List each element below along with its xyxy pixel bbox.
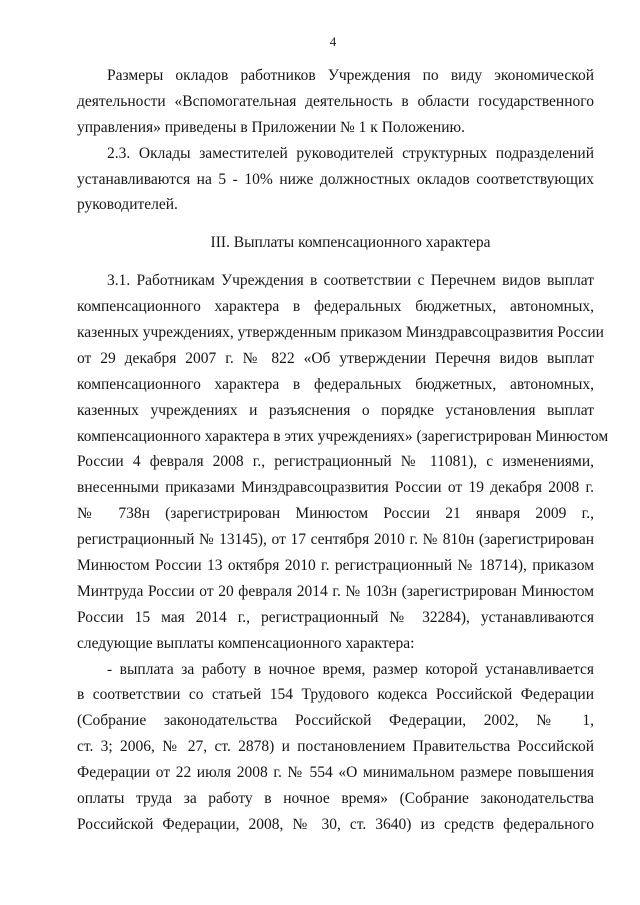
text-line: руководителей. xyxy=(77,196,178,214)
text-line: Федерации от 22 июля 2008 г. № 554 «О минимальном размере повышения xyxy=(77,764,594,782)
night-work-item xyxy=(77,657,594,838)
document-body xyxy=(77,63,609,838)
text-line: России 4 февраля 2008 г., регистрационный № 11081), с изменениями, xyxy=(77,453,594,471)
text-line: компенсационного характера в федеральных бюджетных, автономных, xyxy=(77,375,594,393)
text-line: казенных учреждениях и разъяснения о порядке установления выплат xyxy=(77,401,594,419)
text-line: компенсационного характера в федеральных бюджетных, автономных, xyxy=(77,298,594,316)
text-line: управления» приведены в Приложении № 1 к Положению. xyxy=(77,118,465,136)
text-line: № 738н (зарегистрирован Минюстом России 21 января 2009 г., xyxy=(77,505,594,523)
text-line: (Собрание законодательства Российской Федерации, 2002, № 1, xyxy=(77,712,594,730)
text-line: 3.1. Работникам Учреждения в соответствии с Перечнем видов выплат xyxy=(107,272,594,290)
text-line: России 15 мая 2014 г., регистрационный № 32284), устанавливаются xyxy=(77,608,594,626)
text-line: в соответствии со статьей 154 Трудового кодекса Российской Федерации xyxy=(77,686,594,704)
text-line: Российской Федерации, 2008, № 30, ст. 3640) из средств федерального xyxy=(77,815,594,833)
spacer xyxy=(77,218,594,230)
text-line: ст. 3; 2006, № 27, ст. 2878) и постановлением Правительства Российской xyxy=(77,738,594,756)
text-line: внесенными приказами Минздравсоцразвития России от 19 декабря 2008 г. xyxy=(77,479,594,497)
clause-3-1 xyxy=(77,268,609,656)
salaries-paragraph xyxy=(77,63,594,141)
text-line: от 29 декабря 2007 г. № 822 «Об утверждении Перечня видов выплат xyxy=(77,349,594,367)
text-line: устанавливаются на 5 - 10% ниже должностных окладов соответствующих xyxy=(77,170,594,188)
spacer xyxy=(77,256,594,268)
text-line: оплаты труда за работу в ночное время» (Собрание законодательства xyxy=(77,790,594,808)
clause-2-3 xyxy=(77,141,594,219)
text-line: регистрационный № 13145), от 17 сентября 2010 г. № 810н (зарегистрирован xyxy=(77,531,594,549)
text-line: - выплата за работу в ночное время, размер которой устанавливается xyxy=(107,660,594,678)
page-number: 4 xyxy=(329,34,337,49)
text-line: Размеры окладов работников Учреждения по виду экономической xyxy=(107,67,594,84)
section-heading: III. Выплаты компенсационного характера xyxy=(210,234,491,252)
text-line: компенсационного характера в этих учреждениях» (зарегистрирован Минюстом xyxy=(77,427,609,445)
text-line: деятельности «Вспомогательная деятельность в области государственного xyxy=(77,92,594,110)
text-line: 2.3. Оклады заместителей руководителей структурных подразделений xyxy=(107,144,594,162)
text-line: следующие выплаты компенсационного характера: xyxy=(77,634,415,652)
text-line: Минтруда России от 20 февраля 2014 г. № 103н (зарегистрирован Минюстом xyxy=(77,582,594,600)
text-line: Минюстом России 13 октября 2010 г. регистрационный № 18714), приказом xyxy=(77,557,594,575)
text-line: казенных учреждениях, утвержденным приказом Минздравсоцразвития России xyxy=(77,324,604,342)
